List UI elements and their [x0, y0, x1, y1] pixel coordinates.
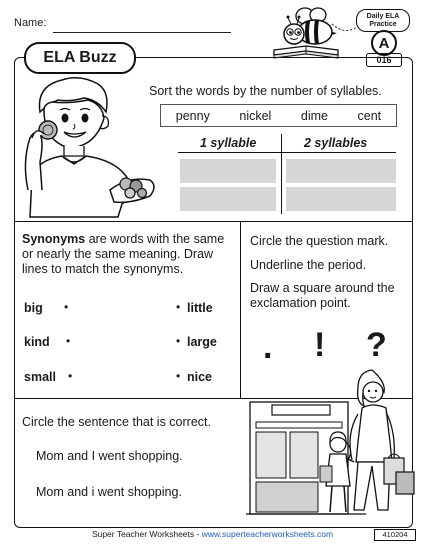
synonym-right-word: nice: [187, 370, 213, 384]
question-mark[interactable]: ?: [366, 326, 387, 364]
footer-brand: Super Teacher Worksheets -: [91, 529, 202, 539]
table-header-rule: [178, 152, 396, 153]
boy-with-coins-illustration: [18, 72, 158, 218]
name-line[interactable]: [53, 32, 231, 33]
bee-icon: [270, 6, 362, 60]
sentence-instruction: Circle the sentence that is correct.: [22, 415, 211, 429]
match-dot[interactable]: •: [176, 300, 181, 314]
answer-box-one-syllable[interactable]: [180, 159, 276, 183]
badge-line-2: Practice: [369, 20, 397, 28]
synonym-right-word: large: [187, 335, 217, 349]
match-dot[interactable]: •: [66, 334, 71, 348]
synonym-left-word: big: [24, 301, 43, 315]
name-label: Name:: [14, 17, 47, 29]
column-header-one-syllable: 1 syllable: [200, 136, 257, 150]
word-bank-item: dime: [300, 108, 328, 123]
footer-code: 410204: [374, 529, 416, 541]
daily-practice-badge: [356, 9, 410, 32]
column-header-two-syllables: 2 syllables: [304, 136, 368, 150]
synonym-right-word: little: [187, 301, 213, 315]
word-bank: [160, 104, 397, 127]
word-bank-item: penny: [175, 108, 210, 123]
match-dot[interactable]: •: [64, 300, 69, 314]
syllables-instruction: Sort the words by the number of syllables.: [149, 84, 382, 98]
match-dot[interactable]: •: [176, 334, 181, 348]
footer: [0, 529, 425, 539]
synonym-left-word: small: [24, 370, 56, 384]
answer-box-two-syllables[interactable]: [286, 187, 396, 211]
punctuation-instruction-1: Circle the question mark.: [250, 234, 389, 248]
sentence-option[interactable]: Mom and i went shopping.: [36, 485, 182, 499]
synonym-left-word: kind: [24, 335, 50, 349]
answer-box-one-syllable[interactable]: [180, 187, 276, 211]
footer-url[interactable]: www.superteacherworksheets.com: [201, 529, 334, 539]
sentence-option[interactable]: Mom and I went shopping.: [36, 449, 183, 463]
section-divider: [14, 221, 413, 222]
synonyms-instruction: [22, 232, 236, 277]
badge-line-1: Daily ELA: [366, 12, 400, 20]
exclamation-mark[interactable]: !: [314, 326, 326, 364]
match-dot[interactable]: •: [68, 369, 73, 383]
section-divider: [240, 221, 241, 398]
table-column-rule: [281, 134, 282, 214]
page-title: ELA Buzz: [24, 42, 136, 74]
worksheet-number: 016: [366, 53, 402, 67]
period-mark[interactable]: .: [263, 328, 273, 366]
punctuation-instruction-2: Underline the period.: [250, 258, 367, 272]
synonyms-instruction-text: are words with the same or nearly the same meaning. Draw lines to match the synonyms.: [22, 232, 225, 276]
synonyms-term: Synonyms: [22, 232, 86, 246]
shopping-illustration: [246, 362, 418, 526]
punctuation-instruction-3: Draw a square around the exclamation point.: [250, 281, 395, 310]
word-bank-item: nickel: [239, 108, 272, 123]
level-badge: A: [371, 30, 397, 56]
match-dot[interactable]: •: [176, 369, 181, 383]
word-bank-item: cent: [357, 108, 382, 123]
answer-box-two-syllables[interactable]: [286, 159, 396, 183]
